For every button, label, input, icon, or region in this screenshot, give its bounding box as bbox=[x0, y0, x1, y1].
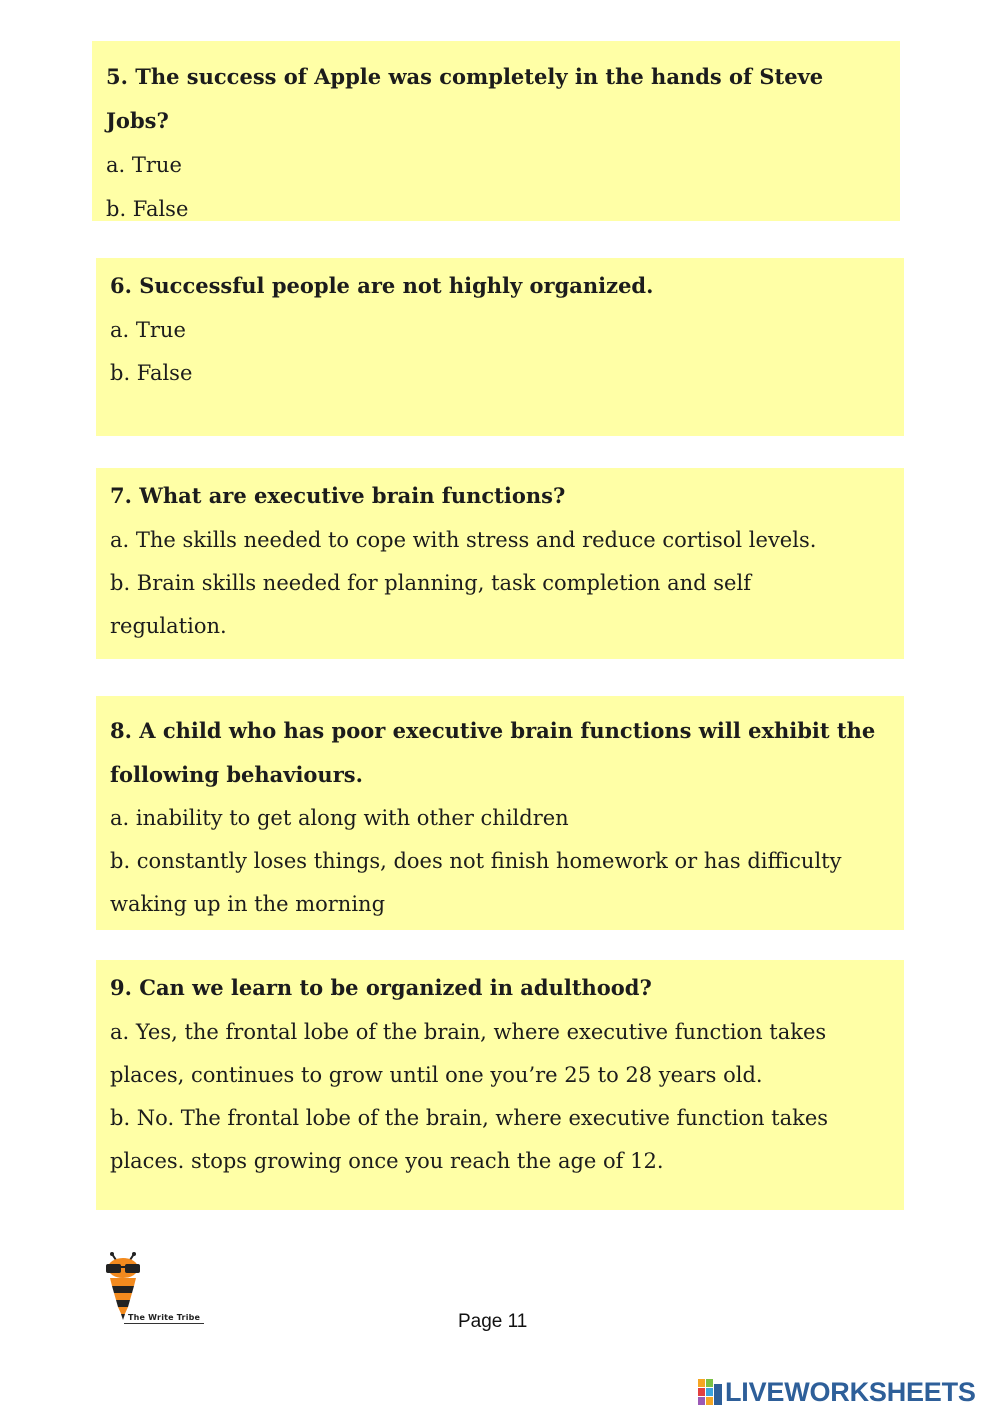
question-7-option-a[interactable]: a. The skills needed to cope with stress and reduce cortisol levels. bbox=[110, 528, 817, 552]
page-number: Page 11 bbox=[458, 1311, 528, 1332]
logo-underline bbox=[124, 1323, 204, 1324]
liveworksheets-brand-text: LIVEWORKSHEETS bbox=[725, 1376, 976, 1407]
question-7-text: 7. What are executive brain functions? bbox=[110, 483, 566, 508]
question-8-option-b-line-2: waking up in the morning bbox=[110, 892, 386, 916]
question-9-option-a-line-1: a. Yes, the frontal lobe of the brain, where executive function takes bbox=[110, 1020, 827, 1044]
question-9-box bbox=[96, 960, 904, 1210]
question-6-box bbox=[96, 258, 904, 436]
question-8-option-b-line-1: b. constantly loses things, does not finish homework or has difficulty bbox=[110, 849, 842, 873]
question-9-option-b-line-2: places. stops growing once you reach the age of 12. bbox=[110, 1149, 664, 1173]
liveworksheets-logo-icon bbox=[697, 1378, 723, 1406]
question-7-box bbox=[96, 468, 904, 659]
question-9-option-b[interactable] bbox=[110, 1097, 904, 1183]
question-7-option-b-line-2: regulation. bbox=[110, 614, 227, 638]
question-6-option-a[interactable]: a. True bbox=[110, 318, 186, 342]
liveworksheets-brand[interactable] bbox=[697, 1376, 976, 1408]
question-7-option-b-line-1: b. Brain skills needed for planning, task completion and self bbox=[110, 571, 751, 595]
question-5-option-b[interactable]: b. False bbox=[106, 197, 189, 221]
question-6-text: 6. Successful people are not highly organized. bbox=[110, 273, 654, 298]
question-8-option-a[interactable]: a. inability to get along with other children bbox=[110, 806, 569, 830]
logo-caption: The Write Tribe bbox=[128, 1313, 201, 1322]
question-6-option-b[interactable]: b. False bbox=[110, 361, 193, 385]
question-8-text bbox=[110, 709, 904, 797]
question-9-text: 9. Can we learn to be organized in adulthood? bbox=[110, 975, 652, 1000]
question-5-box bbox=[92, 41, 900, 221]
question-8-box bbox=[96, 696, 904, 930]
question-5-line-1: 5. The success of Apple was completely in the hands of Steve bbox=[106, 64, 824, 89]
question-8-line-1: 8. A child who has poor executive brain functions will exhibit the bbox=[110, 718, 876, 743]
question-8-line-2: following behaviours. bbox=[110, 762, 363, 787]
question-5-line-2: Jobs? bbox=[106, 108, 169, 133]
question-7-option-b[interactable] bbox=[110, 562, 904, 648]
question-9-option-b-line-1: b. No. The frontal lobe of the brain, where executive function takes bbox=[110, 1106, 829, 1130]
question-9-option-a-line-2: places, continues to grow until one you’re 25 to 28 years old. bbox=[110, 1063, 763, 1087]
question-5-option-a[interactable]: a. True bbox=[106, 153, 182, 177]
question-8-option-b[interactable] bbox=[110, 840, 904, 926]
question-5-text bbox=[106, 55, 900, 143]
question-9-option-a[interactable] bbox=[110, 1011, 904, 1097]
